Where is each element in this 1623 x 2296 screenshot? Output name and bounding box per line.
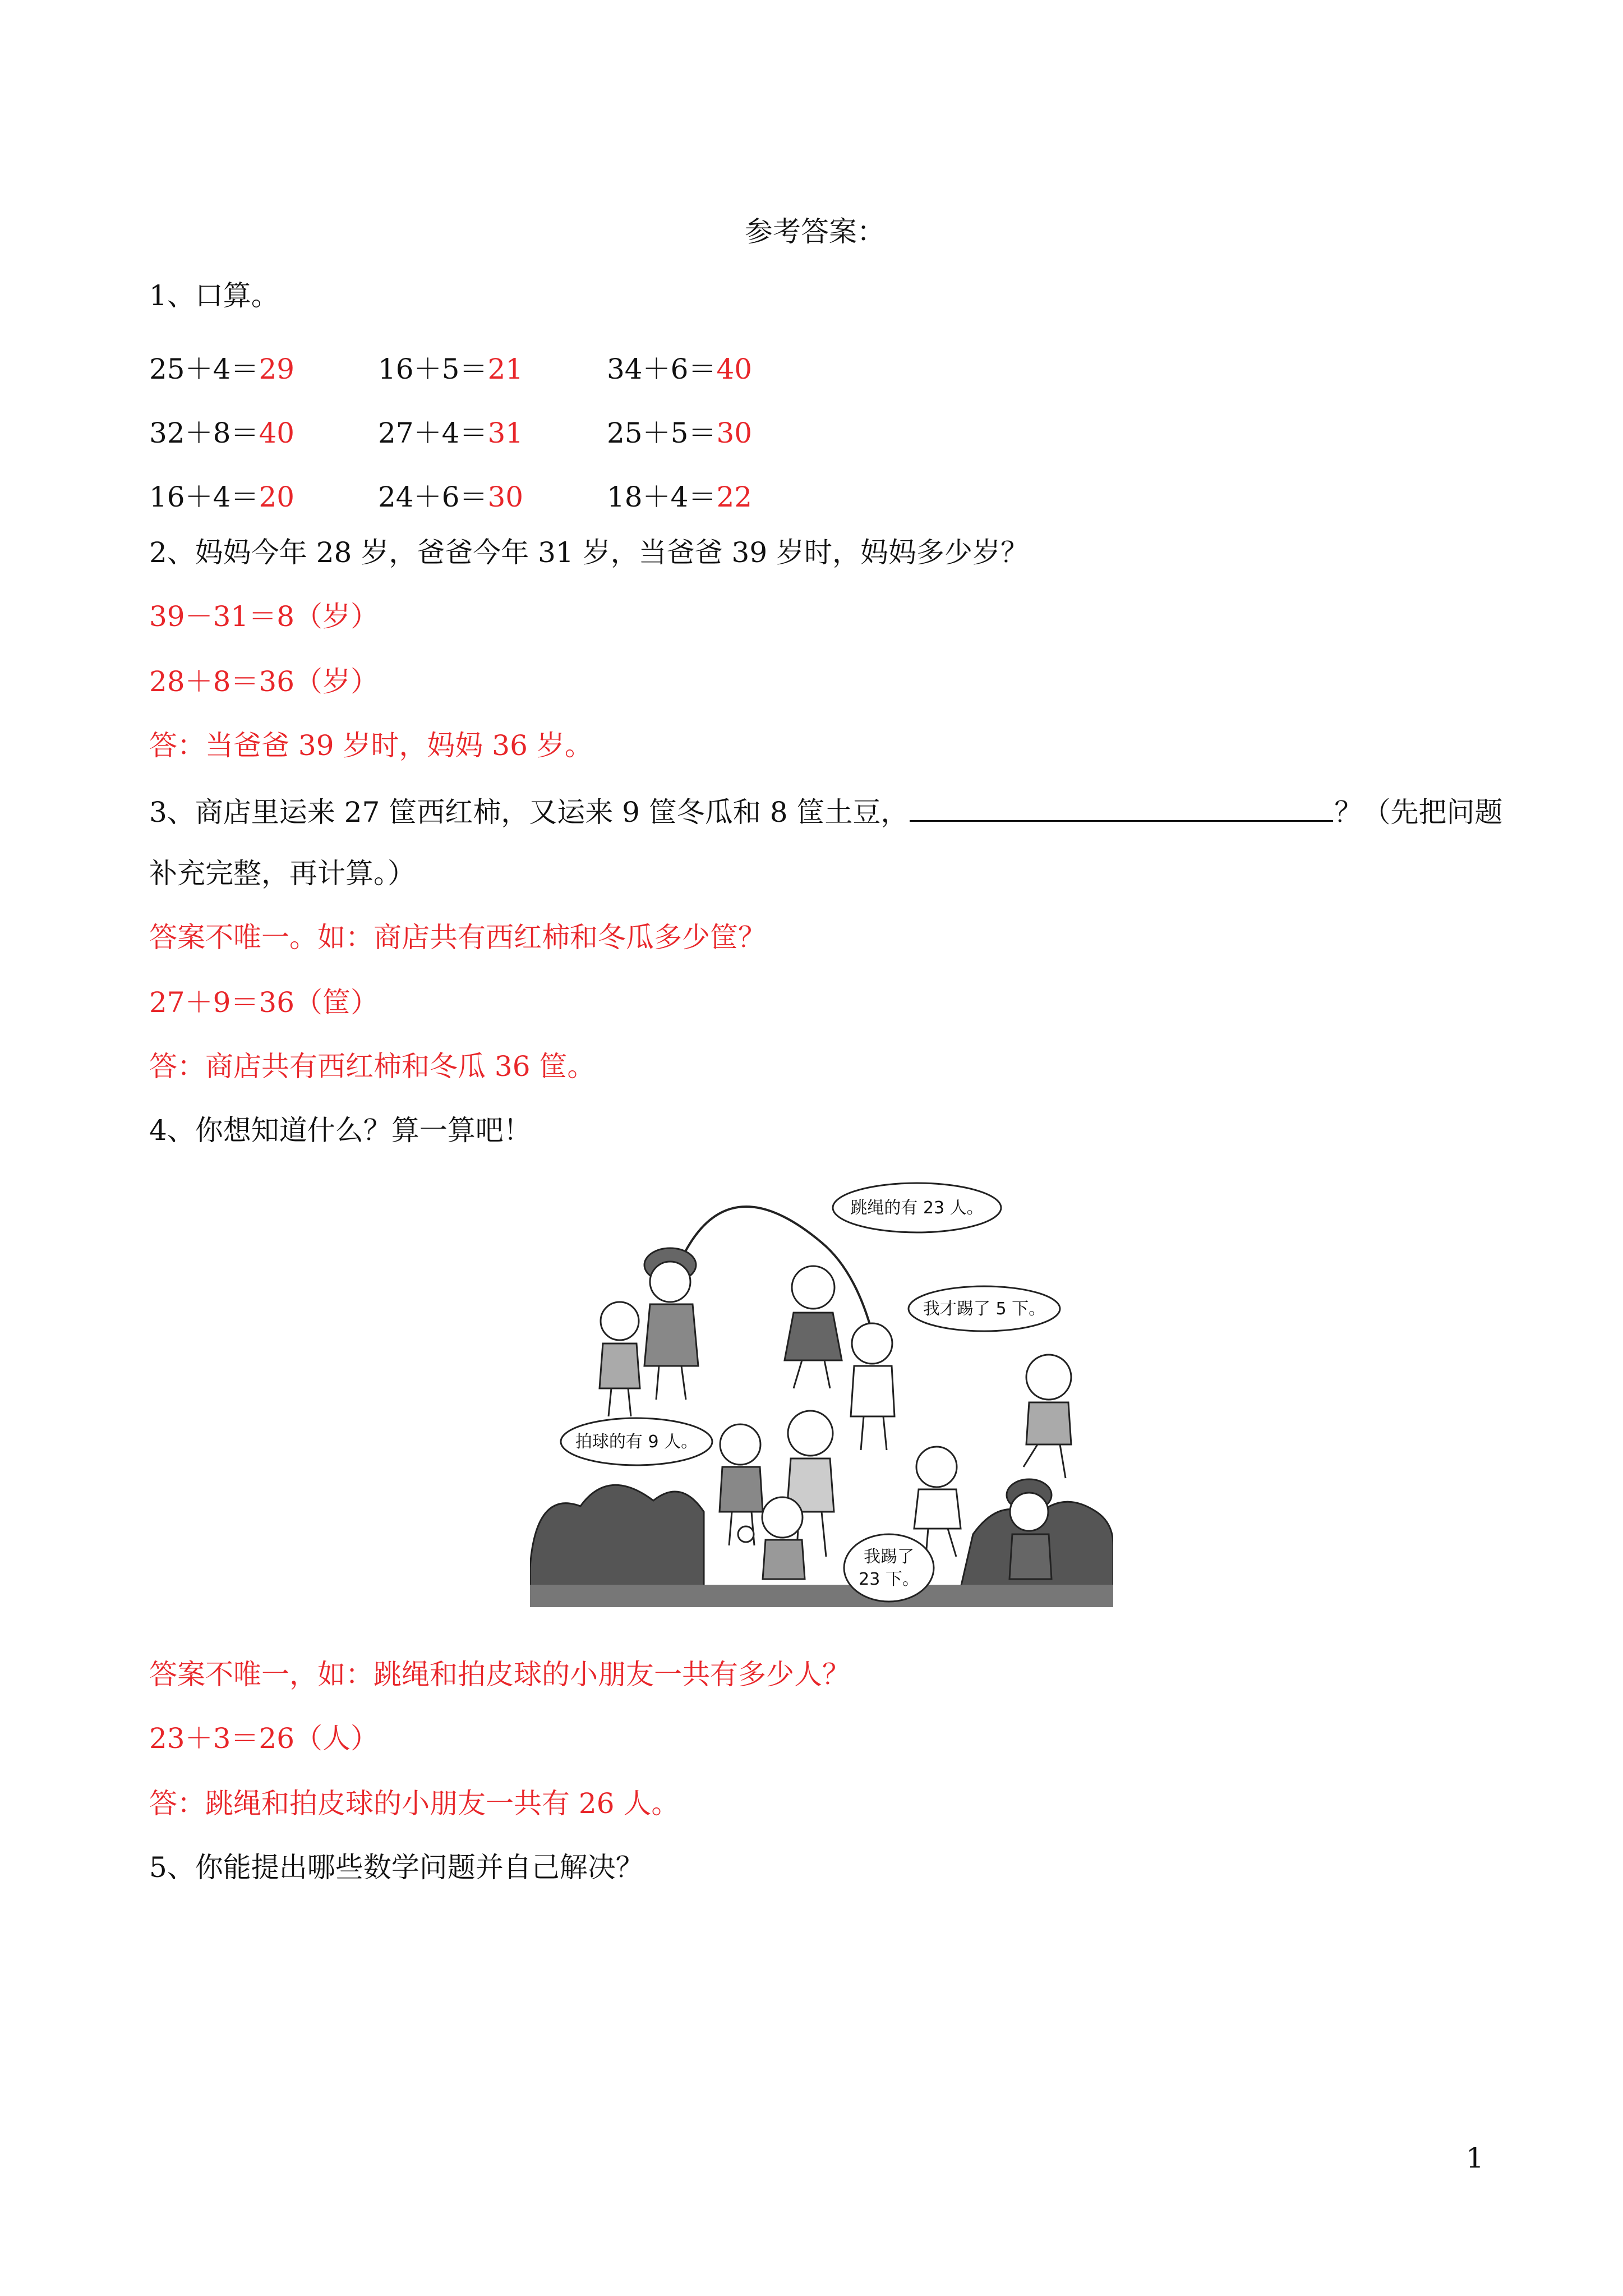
calc-expression: 25＋5＝ [607,417,717,449]
calc-expression: 25＋4＝ [149,353,259,385]
calc-row [149,475,878,513]
calc-row [149,347,878,385]
calc-expression: 16＋4＝ [149,481,259,513]
calc-answer: 21 [487,353,524,385]
q2-question: 2、妈妈今年 28 岁，爸爸今年 31 岁，当爸爸 39 岁时，妈妈多少岁？ [149,536,1029,569]
calc-answer: 30 [487,481,524,513]
children-playing-illustration [530,1175,1113,1607]
q4-hint: 答案不唯一，如：跳绳和拍皮球的小朋友一共有多少人？ [149,1658,850,1691]
calc-item [149,411,294,451]
calc-expression: 18＋4＝ [607,481,717,513]
calc-answer: 40 [259,417,295,449]
q3-answer-blank [910,795,1333,822]
bubble-kick-twentythree-line2: 23 下。 [859,1570,919,1589]
q4-question: 4、你想知道什么？算一算吧！ [149,1114,532,1147]
q2-step1: 39－31＝8（岁） [149,600,379,633]
calc-answer: 29 [259,353,295,385]
q3-answer: 答：商店共有西红柿和冬瓜 36 筐。 [149,1050,596,1083]
jump-rope [670,1207,872,1332]
child-jumping [785,1266,842,1388]
page-number: 1 [1466,2142,1484,2174]
bubble-kick-five-text: 我才踢了 5 下。 [923,1299,1046,1319]
q1-heading: 1、口算。 [149,279,279,312]
page-title: 参考答案： [745,215,885,248]
calc-expression: 34＋6＝ [607,353,717,385]
calc-expression: 32＋8＝ [149,417,259,449]
q3-question [149,795,1503,829]
calc-row [149,411,878,449]
calc-item [149,347,294,387]
child-rope-holder-right [851,1323,895,1450]
calc-expression: 16＋5＝ [378,353,488,385]
child-ball-bouncing [720,1424,763,1545]
calc-item [378,347,523,387]
child-left [600,1302,640,1416]
calc-item [149,475,294,515]
calc-expression: 24＋6＝ [378,481,488,513]
q3-question-cont: 补充完整，再计算。） [149,857,416,890]
calc-item [378,411,523,451]
q5-question: 5、你能提出哪些数学问题并自己解决？ [149,1851,644,1884]
calc-answer: 22 [716,481,753,513]
calc-expression: 27＋4＝ [378,417,488,449]
child-rope-holder [644,1248,698,1400]
calc-item [607,411,752,451]
bubble-rope-text: 跳绳的有 23 人。 [850,1198,984,1218]
q3-hint: 答案不唯一。如：商店共有西红柿和冬瓜多少筐？ [149,921,766,954]
child-kicking [1023,1355,1071,1478]
child-front [762,1497,805,1579]
calc-item [607,347,752,387]
calc-item [607,475,752,515]
calc-answer: 40 [716,353,753,385]
q3-step1: 27＋9＝36（筐） [149,986,379,1019]
bubble-ball-text: 拍球的有 9 人。 [575,1432,698,1452]
q2-step2: 28＋8＝36（岁） [149,665,379,698]
q3-question-part1: 3、商店里运来 27 筐西红柿，又运来 9 筐冬瓜和 8 筐土豆， [149,796,909,829]
calc-answer: 31 [487,417,524,449]
q4-answer: 答：跳绳和拍皮球的小朋友一共有 26 人。 [149,1787,680,1820]
q2-answer: 答：当爸爸 39 岁时，妈妈 36 岁。 [149,729,593,762]
q4-step1: 23＋3＝26（人） [149,1722,379,1755]
calc-answer: 20 [259,481,295,513]
calc-answer: 30 [716,417,753,449]
bubble-kick-twentythree-line1: 我踢了 [864,1547,914,1567]
calc-item [378,475,523,515]
q3-question-part2: ？（先把问题 [1334,796,1503,829]
